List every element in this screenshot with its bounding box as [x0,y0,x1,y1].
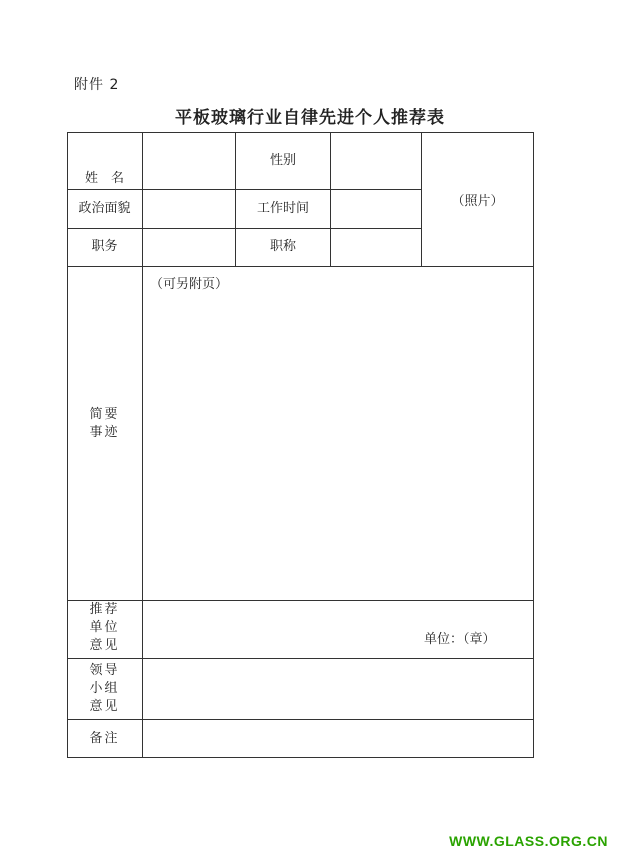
summary-label-line: 事迹 [89,425,120,440]
summary-label [67,406,142,442]
summary-hint: （可另附页） [150,277,229,292]
remarks-label: 备注 [89,731,120,746]
form-title: 平板玻璃行业自律先进个人推荐表 [175,108,445,128]
position-field[interactable] [143,229,235,266]
political-status-field[interactable] [143,190,235,228]
gender-field[interactable] [331,133,421,189]
name-label: 姓 名 [84,171,124,186]
remarks-field[interactable] [143,720,533,757]
recommend-label-line: 意见 [89,638,120,653]
site-watermark: WWW.GLASS.ORG.CN [449,833,608,849]
leader-label-line: 小组 [89,681,120,696]
leader-label-line: 意见 [89,699,120,714]
position-label: 职务 [91,239,118,254]
recommend-label [67,601,142,655]
leader-field[interactable] [143,659,533,719]
job-title-field[interactable] [331,229,421,266]
summary-label-line: 简要 [89,407,120,422]
work-time-label: 工作时间 [256,201,309,216]
photo-placeholder[interactable] [421,132,534,266]
attachment-label: 附件 2 [74,77,120,93]
seal-text: 单位：（章） [424,632,496,647]
leader-label [67,662,142,716]
recommend-label-line: 推荐 [89,602,120,617]
leader-label-line: 领导 [89,663,120,678]
summary-field[interactable] [143,292,533,599]
political-status-label: 政治面貌 [78,201,131,216]
name-field[interactable] [143,133,235,189]
job-title-label: 职称 [269,239,296,254]
work-time-field[interactable] [331,190,421,228]
row-divider [67,266,534,267]
recommend-label-line: 单位 [89,620,120,635]
photo-label: （照片） [451,193,504,209]
gender-label: 性别 [269,153,296,168]
